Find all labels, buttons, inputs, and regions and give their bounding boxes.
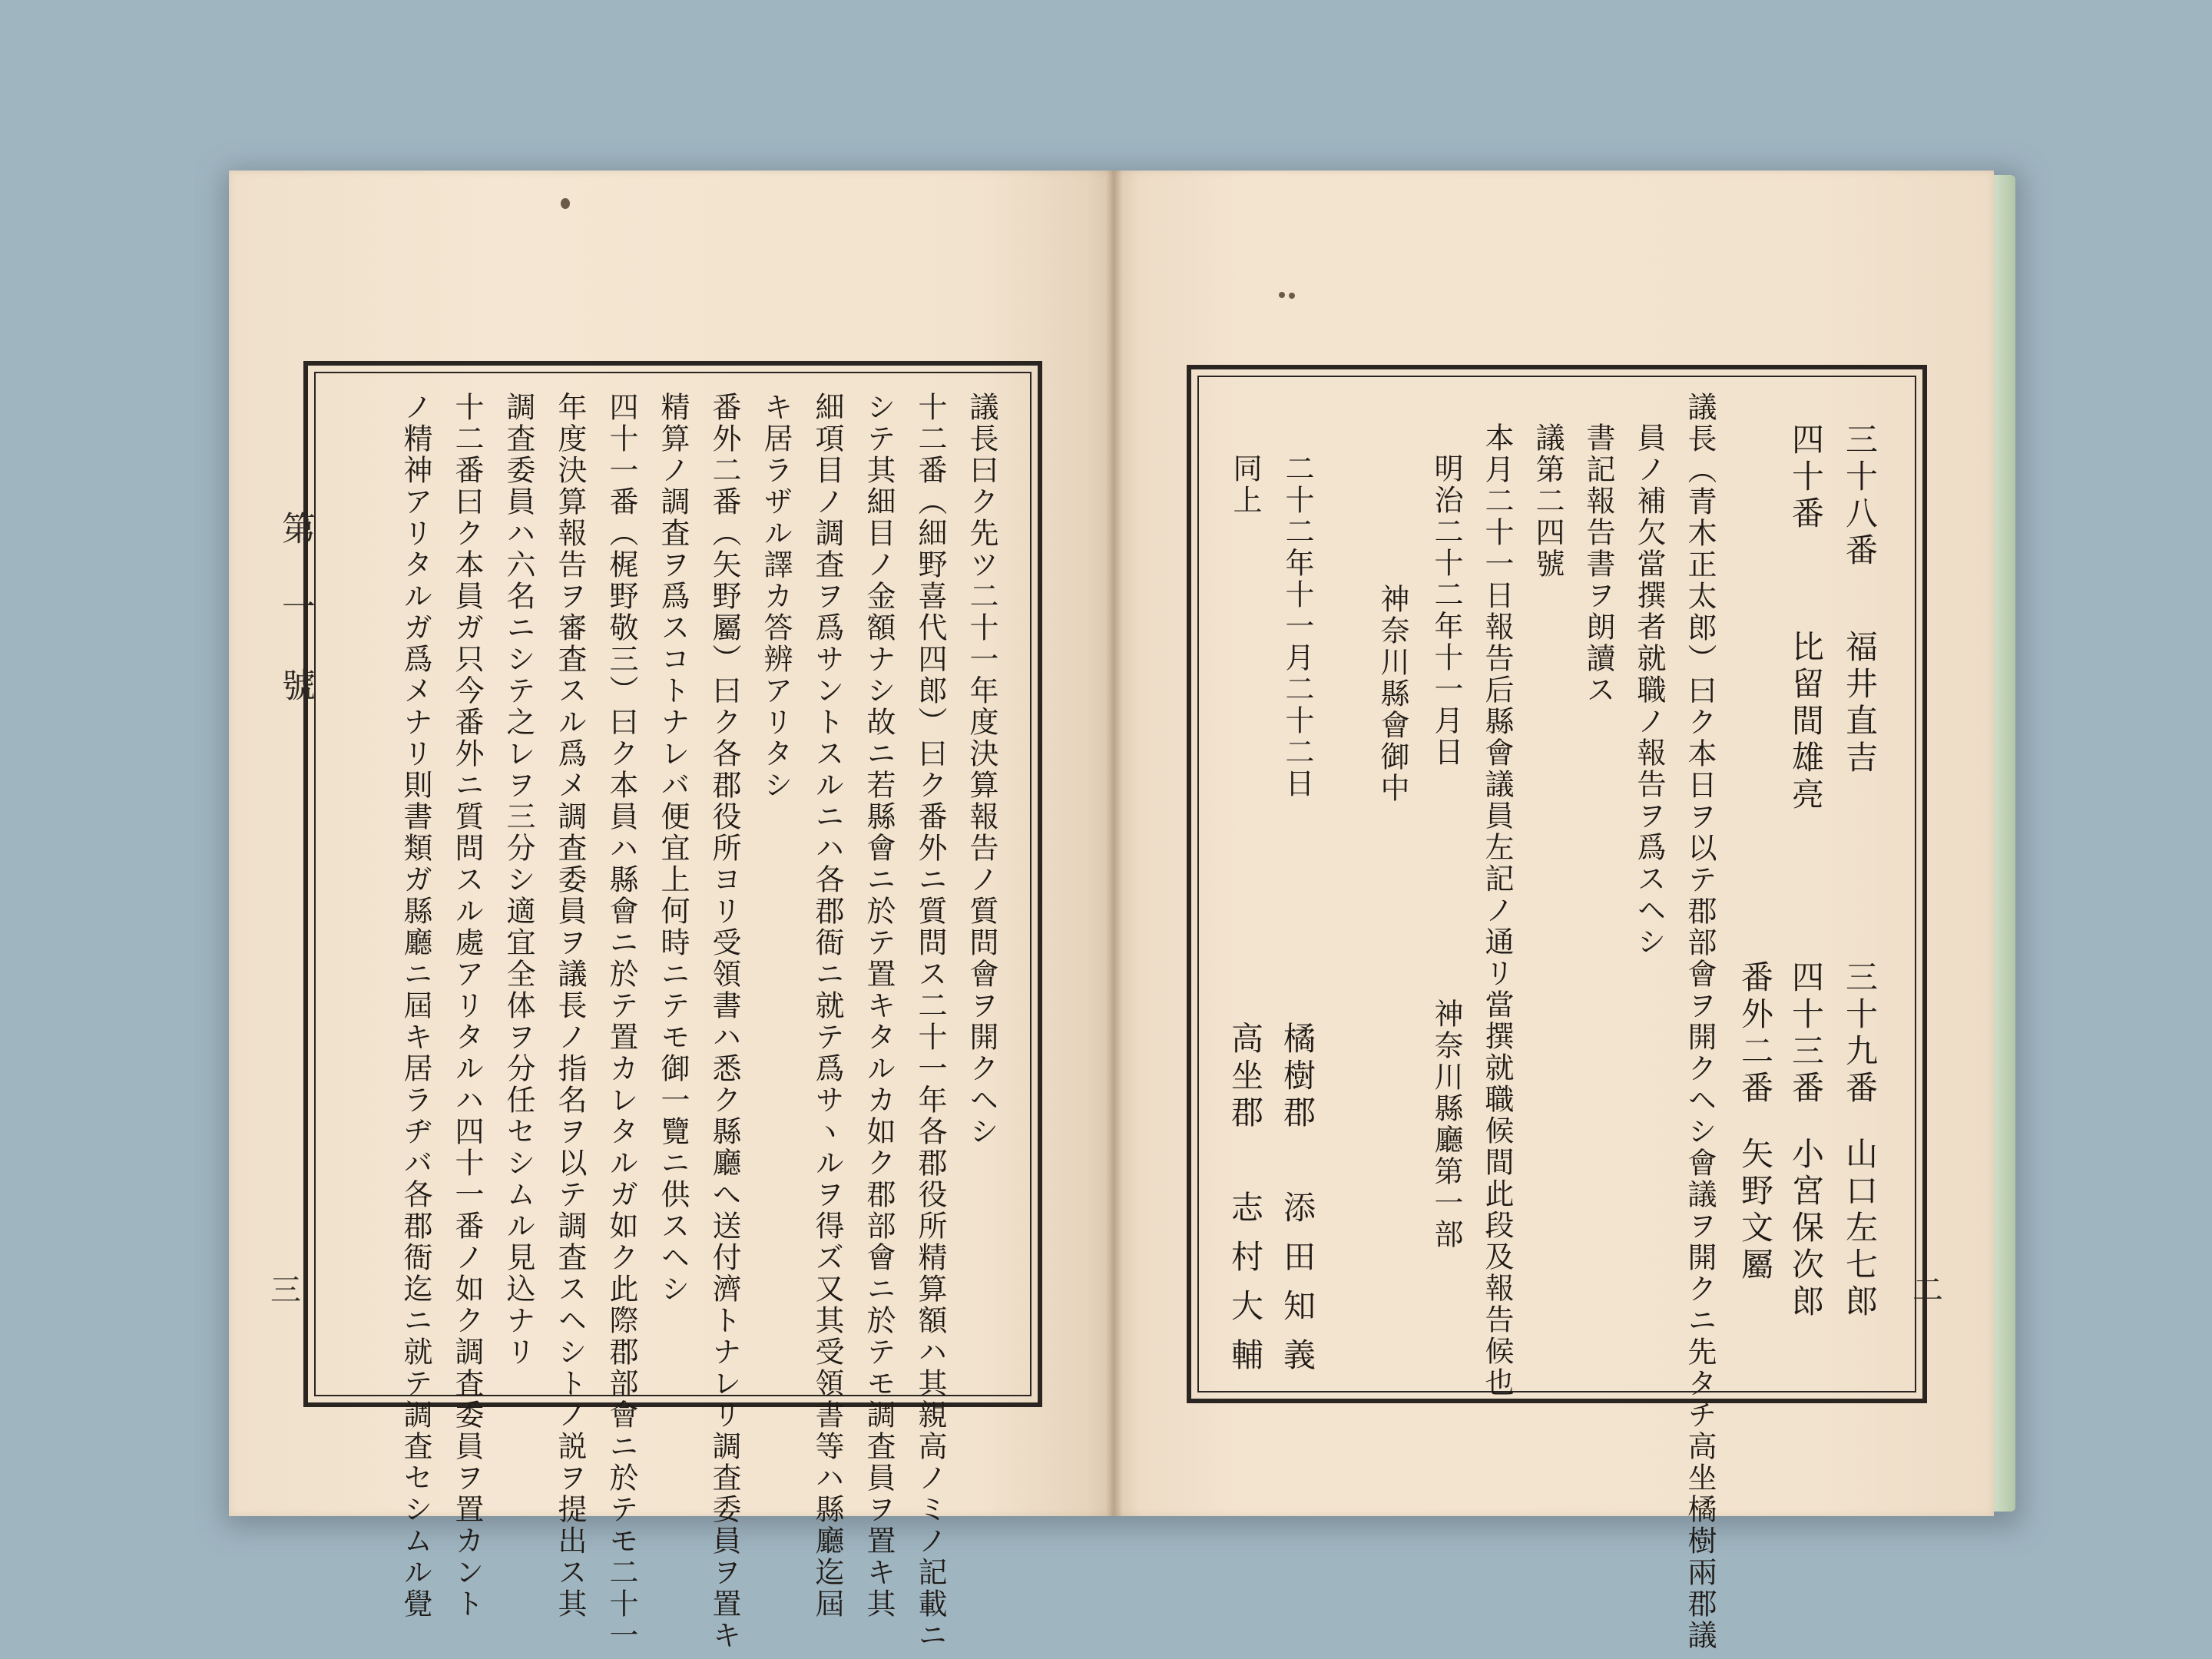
member-name: 福井直吉 [1841, 630, 1879, 777]
member-number: 番外二番 [1737, 960, 1774, 1108]
text-line: シテ其細目ノ金額ナシ故ニ若縣會ニ於テ置キタルカ如ク郡部會ニ於テモ調査員ヲ置キ其 [862, 392, 896, 1620]
member-name: 比留間雄亮 [1787, 630, 1825, 814]
book-gutter [1106, 171, 1123, 1516]
member-name: 小宮保次郎 [1787, 1137, 1825, 1321]
member-number: 三十八番 [1841, 422, 1879, 570]
district-name: 橘樹郡 [1279, 1022, 1316, 1132]
text-line: 精算ノ調査ヲ爲スコトナレバ便宜上何時ニテモ御一覽ニ供スヘシ [656, 392, 690, 1305]
page-number: 三 [270, 1273, 301, 1308]
text-line: 本月二十一日報告后縣會議員左記ノ通リ當撰就職候間此段及報告候也 [1480, 422, 1514, 1399]
text-line: 議第二四號 [1531, 422, 1565, 580]
text-line: ノ精神アリタルガ爲メナリ則書類ガ縣廳ニ屆キ居ラヂバ各郡衙迄ニ就テ調査セシムル覺 [399, 392, 432, 1620]
page-number: 二 [1912, 1273, 1943, 1308]
text-line: 細項目ノ調査ヲ爲サントスルニハ各郡衙ニ就テ爲サヽルヲ得ズ又其受領書等ハ縣廳迄屆 [810, 392, 844, 1620]
text-line: 十二番曰ク本員ガ只今番外ニ質問スル處アリタルハ四十一番ノ如ク調査委員ヲ置カント [450, 392, 484, 1620]
text-line: 書記報告書ヲ朗讀ス [1581, 422, 1615, 706]
document-date: 二十二年十一月二十二日 [1280, 453, 1314, 800]
elected-member: 志村大輔 [1227, 1190, 1264, 1387]
member-number: 四十三番 [1787, 960, 1825, 1108]
member-number: 四十番 [1787, 422, 1825, 533]
text-line: 議長（青木正太郎）曰ク本日ヲ以テ郡部會ヲ開クヘシ會議ヲ開クニ先タチ高坐橘樹兩郡議 [1683, 392, 1717, 1651]
ink-spot [1289, 293, 1295, 299]
member-number: 三十九番 [1841, 960, 1879, 1108]
member-name: 矢野文屬 [1737, 1137, 1774, 1284]
ink-spot [561, 198, 570, 209]
same-as-above: 同上 [1228, 453, 1262, 516]
ink-spot [1279, 292, 1285, 298]
text-line: キ居ラザル譯カ答辨アリタシ [759, 392, 793, 801]
district-name: 高坐郡 [1227, 1022, 1264, 1132]
text-line: 調査委員ハ六名ニシテ之レヲ三分シ適宜全体ヲ分任セシムル見込ナリ [502, 392, 535, 1368]
addressee: 神奈川縣會御中 [1376, 584, 1409, 804]
text-line: 員ノ補欠當撰者就職ノ報告ヲ爲スヘシ [1632, 422, 1666, 958]
text-line: 議長曰ク先ツ二十一年度決算報告ノ質問會ヲ開クヘシ [965, 392, 998, 1147]
text-line: 年度決算報告ヲ審査スル爲メ調査委員ヲ議長ノ指名ヲ以テ調査スヘシトノ説ヲ提出ス其 [553, 392, 587, 1620]
text-line: 四十一番（梶野敬三）曰ク本員ハ縣會ニ於テ置カレタルガ如ク此際郡部會ニ於テモ二十一 [604, 392, 638, 1651]
text-line: 明治二十二年十一月日 [1429, 453, 1463, 768]
issuer: 神奈川縣廳第一部 [1429, 998, 1463, 1250]
side-title: 第一號 [276, 511, 315, 746]
elected-member: 添田知義 [1279, 1190, 1316, 1387]
text-line: 十二番（細野喜代四郎）曰ク番外ニ質問ス二十一年各郡役所精算額ハ其親高ノミノ記載ニ [913, 392, 947, 1651]
text-line: 番外二番（矢野屬）曰ク各郡役所ヨリ受領書ハ悉ク縣廳へ送付濟トナレリ調査委員ヲ置キ [707, 392, 741, 1651]
member-name: 山口左七郎 [1841, 1137, 1879, 1321]
